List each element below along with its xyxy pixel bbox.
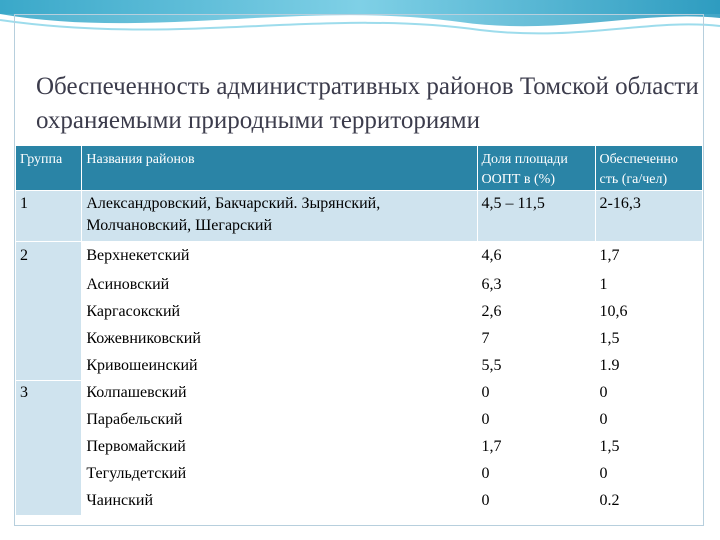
district-cell: Первомайский xyxy=(82,435,477,462)
share-cell: 5,5 xyxy=(478,354,596,381)
table-row xyxy=(16,273,703,300)
group-cell: 1 xyxy=(16,191,82,242)
share-cell: 4,6 xyxy=(478,242,596,273)
district-cell: Тегульдетский xyxy=(82,462,477,489)
share-cell: 4,5 – 11,5 xyxy=(478,191,596,242)
district-cell: Верхнекетский xyxy=(82,242,477,273)
header-provision: Обеспеченно сть (га/чел) xyxy=(596,146,704,191)
group-cell: 3 xyxy=(16,381,82,516)
provision-cell: 0.2 xyxy=(596,489,704,516)
district-cell: Колпашевский xyxy=(82,381,477,408)
share-cell: 0 xyxy=(478,408,596,435)
table-row xyxy=(16,435,703,462)
provision-cell: 1 xyxy=(596,273,704,300)
provision-cell: 1,5 xyxy=(596,435,704,462)
district-cell: Кривошеинский xyxy=(82,354,477,381)
district-cell: Александровский, Бакчарский. Зырянский, Молчановский, Шегарский xyxy=(82,191,477,242)
table-row xyxy=(16,354,703,381)
provision-cell: 1,7 xyxy=(596,242,704,273)
header-area-share: Доля площади ООПТ в (%) xyxy=(478,146,596,191)
header-district-names: Названия районов xyxy=(82,146,477,191)
table-row xyxy=(16,327,703,354)
provision-cell: 10,6 xyxy=(596,300,704,327)
share-cell: 1,7 xyxy=(478,435,596,462)
table-row xyxy=(16,300,703,327)
district-cell: Кожевниковский xyxy=(82,327,477,354)
district-cell: Асиновский xyxy=(82,273,477,300)
table-row xyxy=(16,381,703,408)
table-row xyxy=(16,462,703,489)
table-row xyxy=(16,191,703,242)
provision-cell: 0 xyxy=(596,408,704,435)
provision-cell: 2-16,3 xyxy=(596,191,704,242)
table-header-row xyxy=(16,146,703,191)
district-cell: Каргасокский xyxy=(82,300,477,327)
share-cell: 0 xyxy=(478,489,596,516)
district-cell: Парабельский xyxy=(82,408,477,435)
share-cell: 6,3 xyxy=(478,273,596,300)
table-row xyxy=(16,408,703,435)
slide-title: Обеспеченность административных районов Томской области охраняемыми природными территориями xyxy=(36,73,699,134)
district-cell: Чаинский xyxy=(82,489,477,516)
group-cell: 2 xyxy=(16,242,82,381)
share-cell: 0 xyxy=(478,381,596,408)
share-cell: 0 xyxy=(478,462,596,489)
provision-cell: 1.9 xyxy=(596,354,704,381)
provision-cell: 0 xyxy=(596,381,704,408)
table-row xyxy=(16,242,703,273)
provision-cell: 1,5 xyxy=(596,327,704,354)
provision-cell: 0 xyxy=(596,462,704,489)
table-row xyxy=(16,489,703,516)
header-group: Группа xyxy=(16,146,82,191)
share-cell: 7 xyxy=(478,327,596,354)
districts-table xyxy=(16,146,703,516)
share-cell: 2,6 xyxy=(478,300,596,327)
